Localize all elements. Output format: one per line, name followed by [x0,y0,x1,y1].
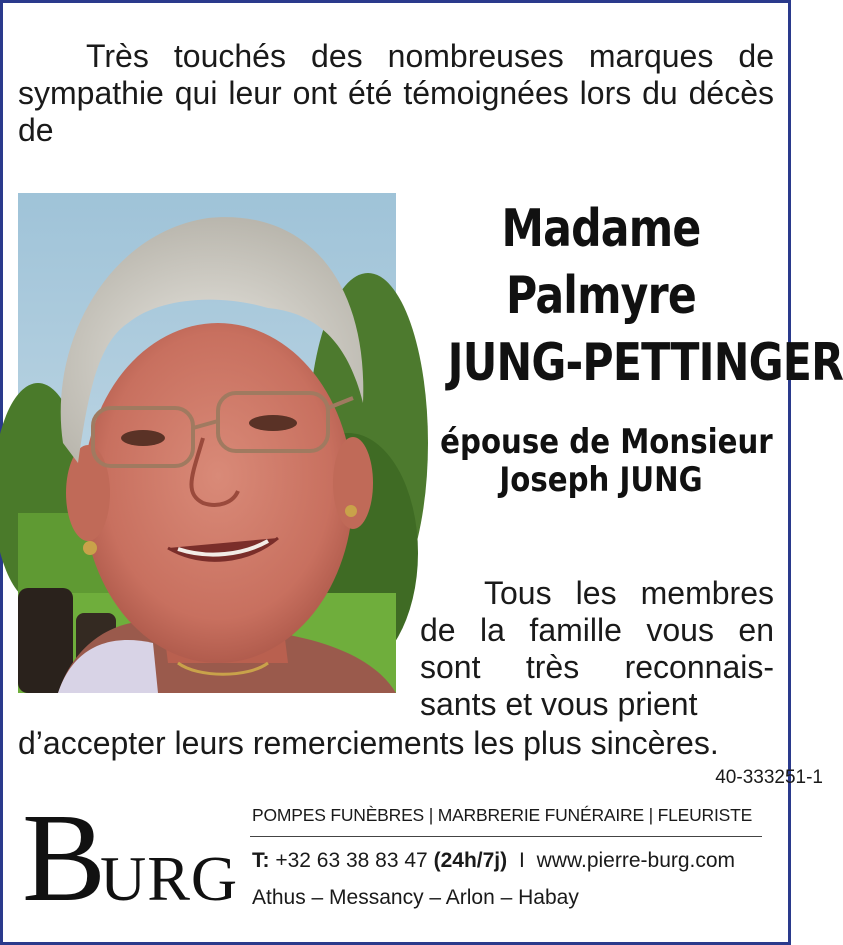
spouse-info [414,423,788,499]
thanks-text: Tous les membres de la famille vous en sont très reconnais-sants et vous prient [420,575,774,722]
phone-number: +32 63 38 83 47 [275,849,428,872]
burg-logo-mark [22,789,239,928]
spouse-line-1: épouse de Monsieur [440,422,773,462]
logo-initial: B [22,789,107,928]
reference-number: 40-333251-1 [715,767,823,788]
deceased-name [414,196,843,397]
name-title: Madame [501,199,701,259]
portrait-illustration [18,193,396,693]
thanks-text-continued: d’accepter leurs remerciements les plus sincères. [18,725,719,761]
name-last: JUNG-PETTINGER [447,333,843,393]
name-first: Palmyre [506,266,696,326]
contact-separator: I [518,849,525,872]
phone-label: T: [252,849,270,872]
spouse-line-2: Joseph JUNG [499,460,703,500]
burg-logo [22,789,239,928]
portrait-photo [18,193,396,693]
contact-line [252,848,772,873]
logo-rest: URG [100,843,239,914]
divider [250,836,762,837]
intro-text: Très touchés des nombreuses marques de sympathie qui leur ont été témoignées lors du décès de [18,38,774,148]
services-line: POMPES FUNÈBRES | MARBRERIE FUNÉRAIRE | FLEURISTE [252,805,753,825]
website-link[interactable]: www.pierre-burg.com [536,849,736,872]
towns-line: Athus – Messancy – Arlon – Habay [252,886,579,909]
hours: (24h/7j) [433,849,508,872]
